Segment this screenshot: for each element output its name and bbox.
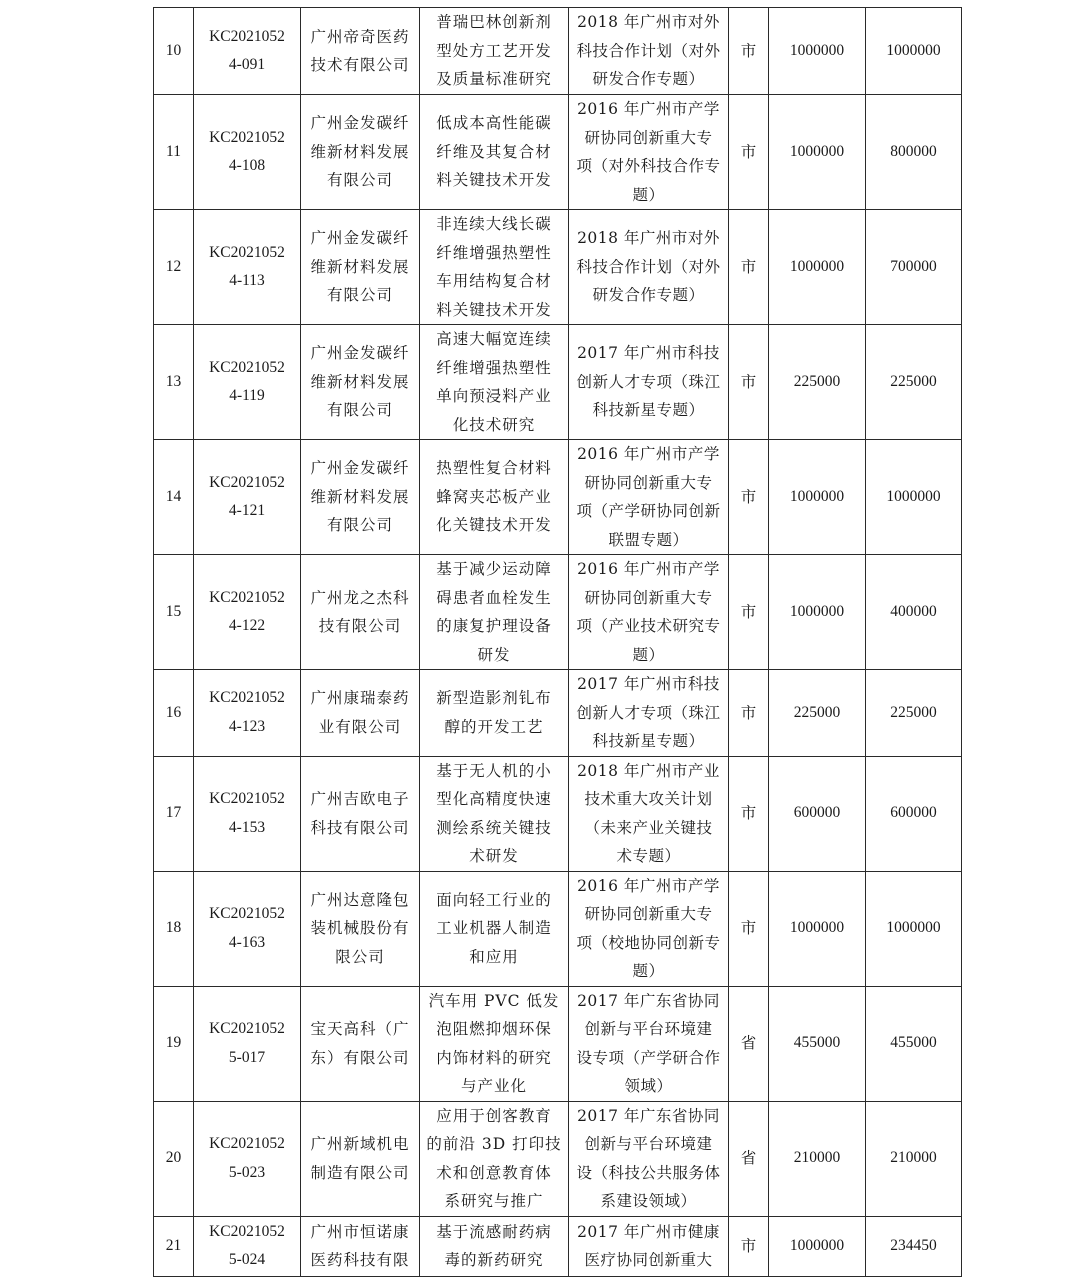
row-number: 12 bbox=[154, 210, 194, 325]
program-category-line: 研协同创新重大专 bbox=[584, 473, 713, 492]
funding-table bbox=[153, 7, 962, 1277]
program-category-line: 创新人才专项（珠江 bbox=[576, 703, 721, 722]
project-name-line: 和应用 bbox=[469, 947, 519, 966]
project-name-line: 型处方工艺开发 bbox=[436, 41, 552, 60]
program-category-line: 科技新星专题） bbox=[592, 732, 705, 750]
company-name-line: 广州吉欧电子 bbox=[310, 790, 410, 808]
project-name-line: 型化高精度快速 bbox=[436, 790, 552, 808]
project-name bbox=[420, 440, 569, 555]
project-name-line: 普瑞巴林创新剂 bbox=[436, 13, 552, 32]
project-code-line: KC2021052 bbox=[209, 27, 285, 45]
company-name-line: 广州市恒诺康 bbox=[310, 1222, 410, 1241]
project-code-line: 4-163 bbox=[228, 933, 266, 951]
disbursed-amount: 1000000 bbox=[866, 8, 962, 95]
company-name bbox=[301, 210, 420, 325]
program-category bbox=[569, 95, 729, 210]
project-name bbox=[420, 1101, 569, 1216]
row-number: 18 bbox=[154, 871, 194, 986]
project-name-line: 非连续大线长碳 bbox=[436, 215, 552, 233]
company-name-line: 广州达意隆包 bbox=[310, 890, 410, 909]
company-name-line: 业有限公司 bbox=[318, 717, 402, 736]
company-name bbox=[301, 871, 420, 986]
project-code-line: 4-121 bbox=[228, 502, 266, 519]
program-category bbox=[569, 210, 729, 325]
program-category-line: 研发合作专题） bbox=[592, 70, 705, 89]
program-category-line: 2017 年广州市科技 bbox=[577, 344, 720, 363]
program-category-line: 科技合作计划（对外 bbox=[576, 257, 721, 276]
disbursed-amount: 455000 bbox=[866, 986, 962, 1101]
company-name bbox=[301, 1216, 420, 1276]
program-category bbox=[569, 1216, 729, 1276]
project-code bbox=[194, 8, 301, 95]
company-name-line: 制造有限公司 bbox=[310, 1163, 410, 1182]
project-name-line: 料关键技术开发 bbox=[436, 171, 552, 190]
project-name-line: 术和创意教育体 bbox=[436, 1163, 552, 1182]
row-number: 17 bbox=[154, 756, 194, 871]
program-category-line: 2017 年广州市科技 bbox=[577, 675, 720, 693]
approved-amount: 210000 bbox=[769, 1101, 866, 1216]
project-name-line: 化关键技术开发 bbox=[436, 516, 552, 535]
project-name-line: 基于减少运动障 bbox=[436, 560, 552, 578]
company-name bbox=[301, 1101, 420, 1216]
funding-level: 市 bbox=[729, 871, 769, 986]
approved-amount: 1000000 bbox=[769, 1216, 866, 1276]
company-name-line: 维新材料发展 bbox=[310, 257, 410, 276]
project-code-line: KC2021052 bbox=[209, 790, 285, 807]
table-row bbox=[154, 95, 962, 210]
company-name-line: 有限公司 bbox=[326, 401, 393, 420]
project-code bbox=[194, 210, 301, 325]
project-code bbox=[194, 986, 301, 1101]
program-category bbox=[569, 1101, 729, 1216]
company-name-line: 技有限公司 bbox=[318, 617, 402, 635]
program-category-line: 术专题） bbox=[616, 847, 681, 865]
program-category-line: 技术重大攻关计划 bbox=[584, 790, 713, 808]
funding-level: 市 bbox=[729, 555, 769, 670]
project-name bbox=[420, 210, 569, 325]
disbursed-amount: 700000 bbox=[866, 210, 962, 325]
project-code-line: 5-024 bbox=[228, 1251, 266, 1268]
company-name-line: 广州金发碳纤 bbox=[310, 344, 410, 363]
table-row bbox=[154, 1101, 962, 1216]
program-category-line: 项（校地协同创新专 bbox=[576, 933, 721, 952]
company-name bbox=[301, 670, 420, 757]
program-category-line: 2016 年广州市产学 bbox=[577, 560, 720, 578]
row-number: 10 bbox=[154, 8, 194, 95]
program-category-line: 设（科技公共服务体 bbox=[576, 1163, 721, 1182]
project-name-line: 高速大幅宽连续 bbox=[436, 330, 552, 348]
company-name bbox=[301, 555, 420, 670]
table-row bbox=[154, 210, 962, 325]
company-name bbox=[301, 8, 420, 95]
company-name-line: 广州金发碳纤 bbox=[310, 459, 410, 478]
program-category-line: 2016 年广州市产学 bbox=[577, 445, 720, 463]
company-name bbox=[301, 325, 420, 440]
table-row bbox=[154, 670, 962, 757]
approved-amount: 1000000 bbox=[769, 555, 866, 670]
company-name-line: 限公司 bbox=[335, 947, 385, 966]
project-name bbox=[420, 95, 569, 210]
company-name-line: 广州康瑞泰药 bbox=[310, 689, 410, 708]
program-category-line: （未来产业关键技 bbox=[584, 818, 713, 837]
table-row bbox=[154, 8, 962, 95]
project-code-line: KC2021052 bbox=[209, 905, 285, 922]
project-name-line: 新型造影剂钆布 bbox=[436, 689, 552, 708]
disbursed-amount: 225000 bbox=[866, 325, 962, 440]
project-name bbox=[420, 670, 569, 757]
program-category-line: 2017 年广州市健康 bbox=[577, 1222, 720, 1241]
company-name-line: 维新材料发展 bbox=[310, 142, 410, 161]
project-name-line: 车用结构复合材 bbox=[436, 272, 552, 290]
approved-amount: 600000 bbox=[769, 756, 866, 871]
project-name bbox=[420, 1216, 569, 1276]
funding-level: 市 bbox=[729, 210, 769, 325]
program-category-line: 2016 年广州市产学 bbox=[577, 876, 720, 895]
company-name bbox=[301, 95, 420, 210]
approved-amount: 225000 bbox=[769, 670, 866, 757]
company-name-line: 有限公司 bbox=[326, 516, 393, 535]
project-name-line: 热塑性复合材料 bbox=[436, 459, 552, 478]
table-row bbox=[154, 555, 962, 670]
disbursed-amount: 225000 bbox=[866, 670, 962, 757]
project-code-line: 5-023 bbox=[228, 1163, 266, 1181]
project-code bbox=[194, 1216, 301, 1276]
company-name bbox=[301, 986, 420, 1101]
table-row bbox=[154, 871, 962, 986]
project-code bbox=[194, 871, 301, 986]
project-code-line: 4-119 bbox=[229, 387, 265, 404]
funding-level: 市 bbox=[729, 670, 769, 757]
program-category bbox=[569, 756, 729, 871]
project-code-line: 4-108 bbox=[228, 157, 266, 174]
table-row bbox=[154, 325, 962, 440]
project-name-line: 工业机器人制造 bbox=[436, 919, 552, 938]
row-number: 11 bbox=[154, 95, 194, 210]
project-name bbox=[420, 871, 569, 986]
program-category-line: 设专项（产学研合作 bbox=[576, 1048, 721, 1067]
project-name-line: 内饰材料的研究 bbox=[436, 1048, 552, 1067]
program-category bbox=[569, 440, 729, 555]
disbursed-amount: 234450 bbox=[866, 1216, 962, 1276]
program-category-line: 创新与平台环境建 bbox=[584, 1135, 713, 1153]
program-category bbox=[569, 871, 729, 986]
project-name-line: 蜂窝夹芯板产业 bbox=[436, 487, 552, 506]
table-row bbox=[154, 986, 962, 1101]
company-name-line: 有限公司 bbox=[326, 286, 393, 305]
program-category-line: 2016 年广州市产学 bbox=[577, 100, 720, 118]
funding-level: 省 bbox=[729, 1101, 769, 1216]
project-name-line: 及质量标准研究 bbox=[436, 70, 552, 89]
project-code-line: KC2021052 bbox=[209, 1222, 285, 1240]
project-name-line: 纤维增强热塑性 bbox=[436, 243, 552, 262]
approved-amount: 1000000 bbox=[769, 210, 866, 325]
program-category-line: 题） bbox=[632, 185, 665, 204]
project-code-line: KC2021052 bbox=[209, 588, 285, 606]
funding-level: 省 bbox=[729, 986, 769, 1101]
project-code-line: KC2021052 bbox=[209, 128, 285, 146]
project-name-line: 醇的开发工艺 bbox=[444, 717, 544, 736]
program-category-line: 2017 年广东省协同 bbox=[577, 991, 720, 1010]
row-number: 16 bbox=[154, 670, 194, 757]
program-category bbox=[569, 555, 729, 670]
program-category-line: 创新与平台环境建 bbox=[584, 1020, 713, 1038]
project-name-line: 泡阻燃抑烟环保 bbox=[436, 1020, 552, 1038]
program-category-line: 领域） bbox=[624, 1077, 673, 1095]
project-code-line: KC2021052 bbox=[209, 1020, 285, 1037]
project-code bbox=[194, 1101, 301, 1216]
project-code-line: 4-123 bbox=[228, 717, 266, 735]
project-code-line: 5-017 bbox=[228, 1048, 266, 1066]
project-name-line: 碍患者血栓发生 bbox=[436, 588, 552, 607]
row-number: 19 bbox=[154, 986, 194, 1101]
project-name-line: 纤维及其复合材 bbox=[436, 142, 552, 161]
program-category-line: 医疗协同创新重大 bbox=[584, 1251, 713, 1269]
table-row bbox=[154, 756, 962, 871]
project-name-line: 研发 bbox=[477, 645, 511, 664]
funding-level: 市 bbox=[729, 95, 769, 210]
company-name-line: 装机械股份有 bbox=[310, 919, 410, 938]
funding-level: 市 bbox=[729, 440, 769, 555]
disbursed-amount: 400000 bbox=[866, 555, 962, 670]
program-category-line: 研协同创新重大专 bbox=[584, 588, 713, 607]
company-name-line: 广州龙之杰科 bbox=[310, 588, 410, 607]
project-code-line: 4-091 bbox=[228, 56, 266, 73]
project-code-line: KC2021052 bbox=[209, 473, 285, 491]
company-name-line: 广州金发碳纤 bbox=[310, 114, 410, 133]
program-category-line: 科技合作计划（对外 bbox=[576, 41, 721, 60]
project-code bbox=[194, 95, 301, 210]
program-category bbox=[569, 986, 729, 1101]
program-category-line: 题） bbox=[632, 962, 665, 980]
project-name-line: 毒的新药研究 bbox=[444, 1251, 544, 1269]
program-category-line: 系建设领域） bbox=[600, 1192, 697, 1210]
program-category-line: 2018 年广州市对外 bbox=[577, 229, 720, 248]
project-code-line: KC2021052 bbox=[209, 689, 285, 707]
disbursed-amount: 210000 bbox=[866, 1101, 962, 1216]
program-category bbox=[569, 8, 729, 95]
approved-amount: 455000 bbox=[769, 986, 866, 1101]
disbursed-amount: 800000 bbox=[866, 95, 962, 210]
project-code-line: KC2021052 bbox=[209, 243, 285, 261]
project-code-line: 4-113 bbox=[229, 272, 265, 289]
program-category-line: 联盟专题） bbox=[608, 530, 689, 549]
table-row bbox=[154, 440, 962, 555]
project-name-line: 单向预浸料产业 bbox=[436, 387, 552, 405]
program-category-line: 2018 年广州市产业 bbox=[577, 761, 720, 780]
project-name-line: 基于流感耐药病 bbox=[436, 1222, 552, 1241]
row-number: 20 bbox=[154, 1101, 194, 1216]
program-category-line: 项（产业技术研究专 bbox=[576, 617, 721, 635]
company-name-line: 维新材料发展 bbox=[310, 372, 410, 391]
company-name-line: 广州金发碳纤 bbox=[310, 229, 410, 248]
program-category-line: 2017 年广东省协同 bbox=[577, 1106, 720, 1125]
approved-amount: 1000000 bbox=[769, 95, 866, 210]
funding-level: 市 bbox=[729, 325, 769, 440]
project-name-line: 与产业化 bbox=[460, 1077, 527, 1095]
project-name bbox=[420, 756, 569, 871]
funding-level: 市 bbox=[729, 1216, 769, 1276]
project-name bbox=[420, 325, 569, 440]
company-name-line: 科技有限公司 bbox=[310, 818, 410, 837]
project-code bbox=[194, 670, 301, 757]
company-name-line: 有限公司 bbox=[326, 171, 393, 190]
disbursed-amount: 1000000 bbox=[866, 440, 962, 555]
table-body bbox=[154, 8, 962, 1277]
company-name-line: 广州新域机电 bbox=[310, 1135, 410, 1153]
row-number: 14 bbox=[154, 440, 194, 555]
project-code-line: KC2021052 bbox=[209, 1135, 285, 1152]
project-name-line: 测绘系统关键技 bbox=[436, 818, 552, 837]
company-name bbox=[301, 756, 420, 871]
project-code bbox=[194, 440, 301, 555]
project-name-line: 的前沿 3D 打印技 bbox=[426, 1135, 562, 1153]
project-code-line: 4-122 bbox=[228, 617, 266, 634]
row-number: 15 bbox=[154, 555, 194, 670]
company-name-line: 维新材料发展 bbox=[310, 487, 410, 506]
program-category-line: 2018 年广州市对外 bbox=[577, 13, 720, 32]
project-code-line: KC2021052 bbox=[209, 358, 285, 376]
project-name-line: 化技术研究 bbox=[452, 415, 536, 434]
project-name-line: 系研究与推广 bbox=[444, 1192, 544, 1210]
project-name-line: 低成本高性能碳 bbox=[436, 114, 552, 133]
company-name-line: 广州帝奇医药 bbox=[310, 27, 410, 46]
program-category-line: 科技新星专题） bbox=[592, 401, 705, 420]
program-category-line: 题） bbox=[632, 645, 665, 664]
project-name-line: 基于无人机的小 bbox=[436, 761, 552, 780]
project-code bbox=[194, 756, 301, 871]
project-name bbox=[420, 8, 569, 95]
project-name bbox=[420, 986, 569, 1101]
project-name-line: 面向轻工行业的 bbox=[436, 890, 552, 909]
project-code bbox=[194, 325, 301, 440]
project-code bbox=[194, 555, 301, 670]
project-name bbox=[420, 555, 569, 670]
program-category bbox=[569, 670, 729, 757]
approved-amount: 1000000 bbox=[769, 871, 866, 986]
program-category-line: 研协同创新重大专 bbox=[584, 905, 713, 923]
funding-level: 市 bbox=[729, 756, 769, 871]
project-name-line: 术研发 bbox=[469, 847, 519, 865]
row-number: 21 bbox=[154, 1216, 194, 1276]
company-name-line: 医药科技有限 bbox=[310, 1251, 410, 1269]
company-name-line: 技术有限公司 bbox=[310, 56, 410, 74]
program-category-line: 项（对外科技合作专 bbox=[576, 157, 721, 175]
disbursed-amount: 600000 bbox=[866, 756, 962, 871]
approved-amount: 225000 bbox=[769, 325, 866, 440]
approved-amount: 1000000 bbox=[769, 8, 866, 95]
disbursed-amount: 1000000 bbox=[866, 871, 962, 986]
program-category-line: 研协同创新重大专 bbox=[584, 128, 713, 147]
project-name-line: 应用于创客教育 bbox=[436, 1106, 552, 1125]
row-number: 13 bbox=[154, 325, 194, 440]
project-code-line: 4-153 bbox=[228, 818, 266, 836]
project-name-line: 纤维增强热塑性 bbox=[436, 358, 552, 377]
project-name-line: 汽车用 PVC 低发 bbox=[428, 991, 560, 1010]
company-name-line: 宝天高科（广 bbox=[310, 1020, 410, 1038]
program-category-line: 项（产学研协同创新 bbox=[576, 502, 721, 520]
funding-level: 市 bbox=[729, 8, 769, 95]
company-name bbox=[301, 440, 420, 555]
program-category-line: 创新人才专项（珠江 bbox=[576, 372, 721, 391]
company-name-line: 东）有限公司 bbox=[310, 1048, 410, 1067]
table-row bbox=[154, 1216, 962, 1276]
project-name-line: 的康复护理设备 bbox=[436, 617, 552, 635]
program-category-line: 研发合作专题） bbox=[592, 286, 705, 305]
project-name-line: 料关键技术开发 bbox=[436, 300, 552, 319]
program-category bbox=[569, 325, 729, 440]
approved-amount: 1000000 bbox=[769, 440, 866, 555]
